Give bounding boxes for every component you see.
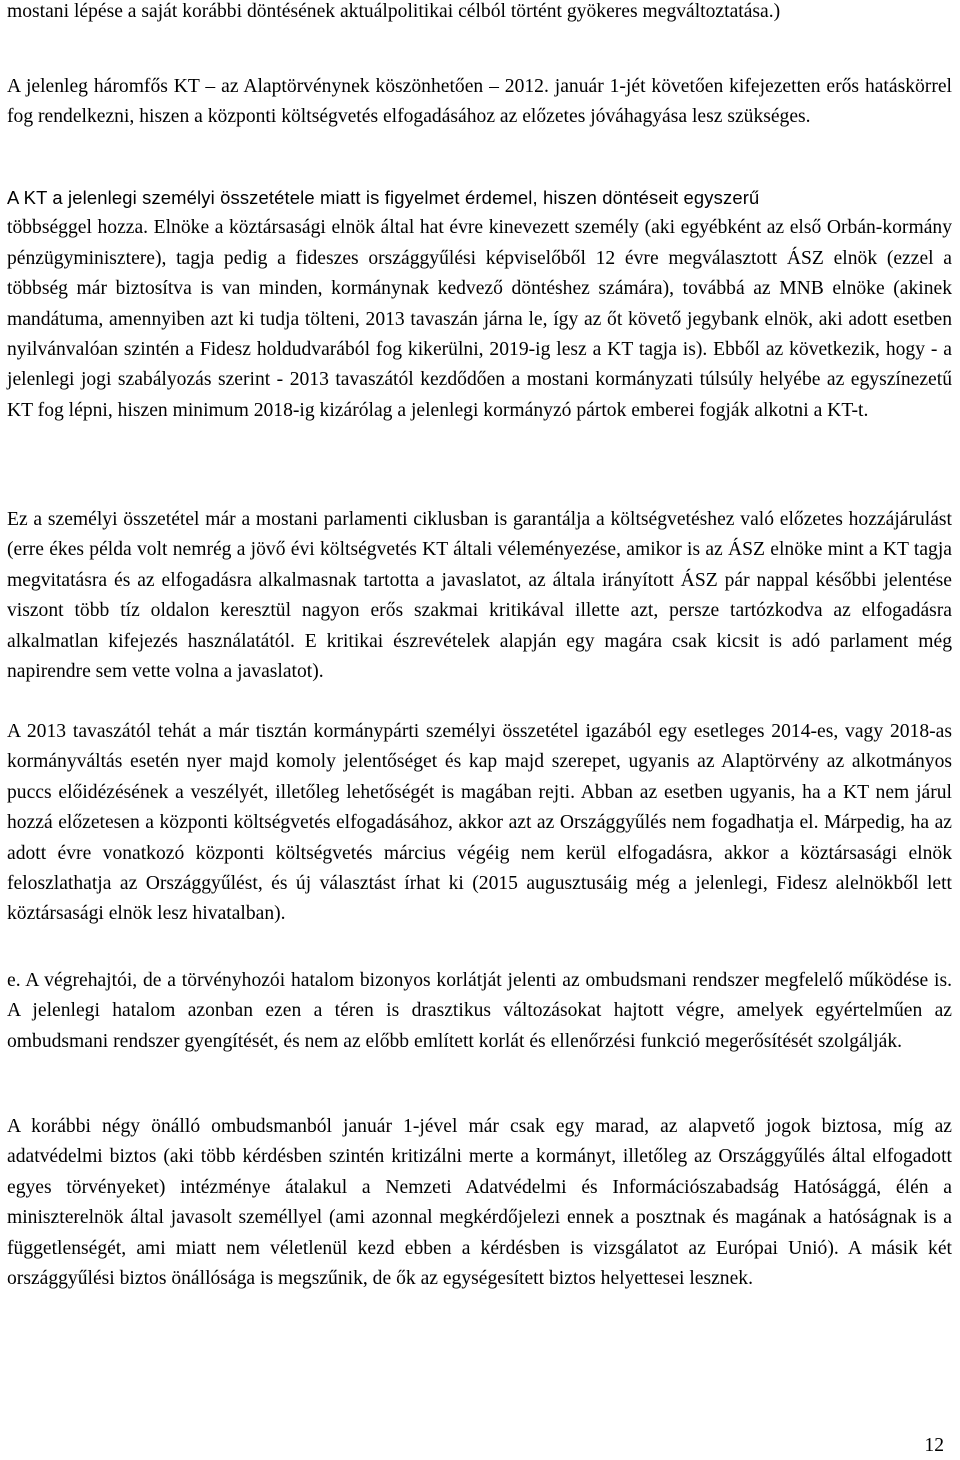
paragraph-kt-powers: A jelenleg háromfős KT – az Alaptörvénynek köszönhetően – 2012. január 1-jét követően kifejezetten erős hatáskörrel fog rendelkezni, hiszen a központi költségvetés elfogadásához az előzetes jóváhagyása lesz szükséges. — [7, 76, 952, 128]
paragraph-continuation: mostani lépése a saját korábbi döntésének aktuálpolitikai célból történt gyökeres megváltoztatása.) — [7, 1, 781, 22]
paragraph-budget-approval: Ez a személyi összetétel már a mostani parlamenti ciklusban is garantálja a költségvetéshez való előzetes hozzájárulást (erre ékes példa volt nemrég a jövő évi költségvetés KT általi véleményezése, amikor is az ÁSZ elnöke mint a KT tagja megvitatásra és az elfogadásra alkalmasnak tartotta a javaslatot, az általa irányított ÁSZ pár nappal későbbi jelentése viszont több tíz oldalon keresztül nagyon erős szakmai kritikával illette azt, persze tartózkodva az elfogadásra alkalmatlan kifejezés használatától. E kritikai észrevételek alapján egy magára csak kicsit is adó parlament még napirendre sem vette volna a javaslatot). — [7, 509, 952, 683]
paragraph-ombudsman-merge: A korábbi négy önálló ombudsmanból január 1-jével már csak egy marad, az alapvető jogok biztosa, míg az adatvédelmi biztos (aki több kérdésben szintén kritizálni merte a kormányt, illetőleg az Országgyűlés által elfogadott egyes törvényeket) intézménye átalakul a Nemzeti Adatvédelmi és Információszabadság Hatósággá, élén a miniszterelnök által javasolt személlyel (ami azonnal megkérdőjelezi ennek a posztnak és magának a hatóságnak is a függetlenségét, ami miatt nem véletlenül kezd ebben a kérdésben is vizsgálatot az Európai Unió). A másik két országgyűlési biztos önállósága is megszűnik, de ők az egységesített biztos helyettesei lesznek. — [7, 1116, 952, 1290]
paragraph-kt-composition-body: többséggel hozza. Elnöke a köztársasági elnök által hat évre kinevezett személy (aki egyébként az első Orbán-kormány pénzügyminisztere), tagja pedig a fideszes országgyűlési képviselőből 12 évre megválasztott ÁSZ elnök (ezzel a többség már biztosítva is van minden, kormánynak kedvező döntéshez számára), továbbá az MNB elnöke (akinek mandátuma, amennyiben azt ki tudja tölteni, 2013 tavaszán járna le, így az őt követő jegybank elnök, aki adott esetben nyilvánvalóan szintén a Fidesz holdudvarából fog kikerülni, 2019-ig lesz a KT tagja is). Ebből az következik, hogy - a jelenlegi jogi szabályozás szerint - 2013 tavaszától kezdődően a mostani kormányzati túlsúly helyébe az egyszínezetű KT fog lépni, hiszen minimum 2018-ig kizárólag a jelenlegi kormányzó pártok emberei fogják alkotni a KT-t. — [7, 217, 952, 421]
paragraph-kt-intro-line: A KT a jelenlegi személyi összetétele miatt is figyelmet érdemel, hiszen döntéseit egyszerű — [7, 187, 760, 208]
page-number: 12 — [924, 1435, 944, 1456]
paragraph-kt-composition — [7, 183, 952, 426]
paragraph-constitutional-risk: A 2013 tavaszától tehát a már tisztán kormánypárti személyi összetétel igazából egy esetleges 2014-es, vagy 2018-as kormányváltás esetén nyer majd komoly jelentőséget és kap majd szerepet, ugyanis az Alaptörvény az alkotmányos puccs előidézésének a veszélyét, illetőleg lehetőségét is magában rejti. Abban az esetben ugyanis, ha a KT nem járul hozzá előzetesen a központi költségvetés elfogadásához, akkor azt az Országgyűlés nem fogadhatja el. Márpedig, ha az adott évre vonatkozó központi költségvetés március végéig nem kerül elfogadásra, akkor a köztársasági elnök feloszlathatja az Országgyűlést, és új választást írhat ki (2015 augusztusáig még a jelenlegi, Fidesz alelnökből lett köztársasági elnök lesz hivatalban). — [7, 721, 952, 925]
paragraph-ombudsman-system: e. A végrehajtói, de a törvényhozói hatalom bizonyos korlátját jelenti az ombudsmani rendszer megfelelő működése is. A jelenlegi hatalom azonban ezen a téren is drasztikus változásokat hajtott végre, amelyek egyértelműen az ombudsmani rendszer gyengítését, és nem az előbb említett korlát és ellenőrzési funkció megerősítését szolgálják. — [7, 970, 952, 1052]
